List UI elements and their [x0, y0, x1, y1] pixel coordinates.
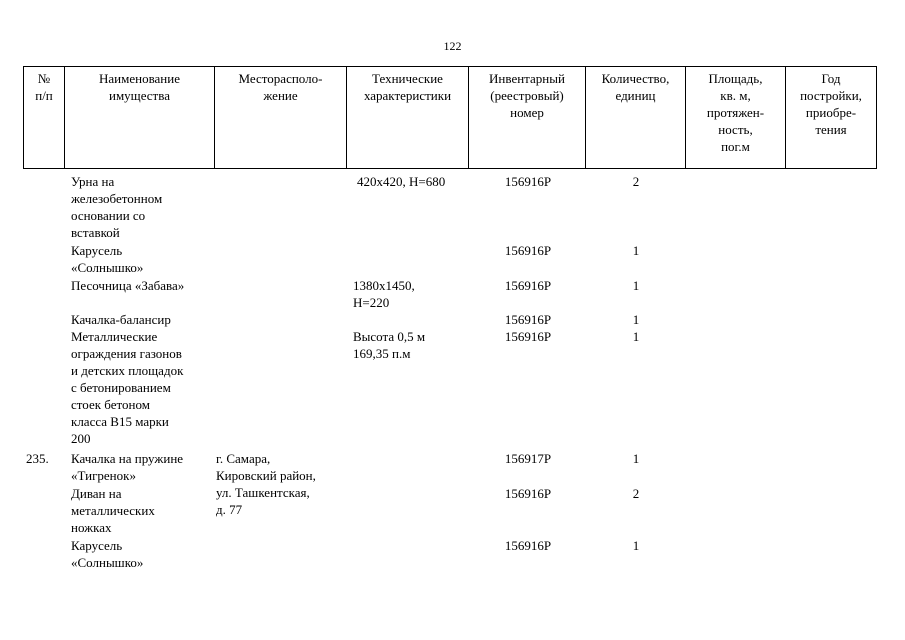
header-location: Месторасполо- жение — [215, 67, 347, 169]
row-quantity: 1 — [632, 278, 640, 293]
row-name: Урна на железобетонном основании со вставкой — [71, 174, 163, 240]
header-inventory: Инвентарный (реестровый) номер — [469, 67, 586, 169]
row-name: Качалка на пружине «Тигренок» — [71, 451, 184, 483]
table-header — [23, 66, 877, 169]
row-name: Качалка-балансир — [71, 312, 171, 327]
header-year: Год постройки, приобре- тения — [786, 67, 877, 169]
row-inventory: 156916Р — [504, 312, 552, 327]
row-quantity: 2 — [632, 174, 640, 189]
header-quantity: Количество, единиц — [586, 67, 686, 169]
row-quantity: 1 — [632, 538, 640, 553]
row-inventory: 156917Р — [504, 451, 552, 466]
row-inventory: 156916Р — [504, 174, 552, 189]
row-name: Карусель «Солнышко» — [71, 243, 144, 275]
row-tech: Высота 0,5 м 169,35 п.м — [353, 329, 426, 361]
row-name: Металлические ограждения газонов и детских площадок с бетонированием стоек бетоном класса В15 марки 200 — [71, 329, 184, 446]
row-quantity: 1 — [632, 312, 640, 327]
row-name: Карусель «Солнышко» — [71, 538, 144, 570]
row-inventory: 156916Р — [504, 243, 552, 258]
page-number: 122 — [443, 39, 462, 53]
row-number: 235. — [26, 451, 49, 466]
row-inventory: 156916Р — [504, 486, 552, 501]
row-tech: 1380x1450, H=220 — [353, 278, 415, 310]
header-area: Площадь, кв. м, протяжен- ность, пог.м — [686, 67, 786, 169]
row-quantity: 1 — [632, 451, 640, 466]
row-quantity: 1 — [632, 329, 640, 344]
row-inventory: 156916Р — [504, 538, 552, 553]
row-tech: 420x420, H=680 — [357, 174, 446, 189]
row-name: Песочница «Забава» — [71, 278, 185, 293]
row-location: г. Самара, Кировский район, ул. Ташкентская, д. 77 — [216, 451, 316, 517]
row-name: Диван на металлических ножках — [71, 486, 155, 535]
header-number: № п/п — [24, 67, 65, 169]
row-quantity: 1 — [632, 243, 640, 258]
row-inventory: 156916Р — [504, 278, 552, 293]
row-inventory: 156916Р — [504, 329, 552, 344]
header-name: Наименование имущества — [65, 67, 215, 169]
header-tech: Технические характеристики — [347, 67, 469, 169]
row-quantity: 2 — [632, 486, 640, 501]
